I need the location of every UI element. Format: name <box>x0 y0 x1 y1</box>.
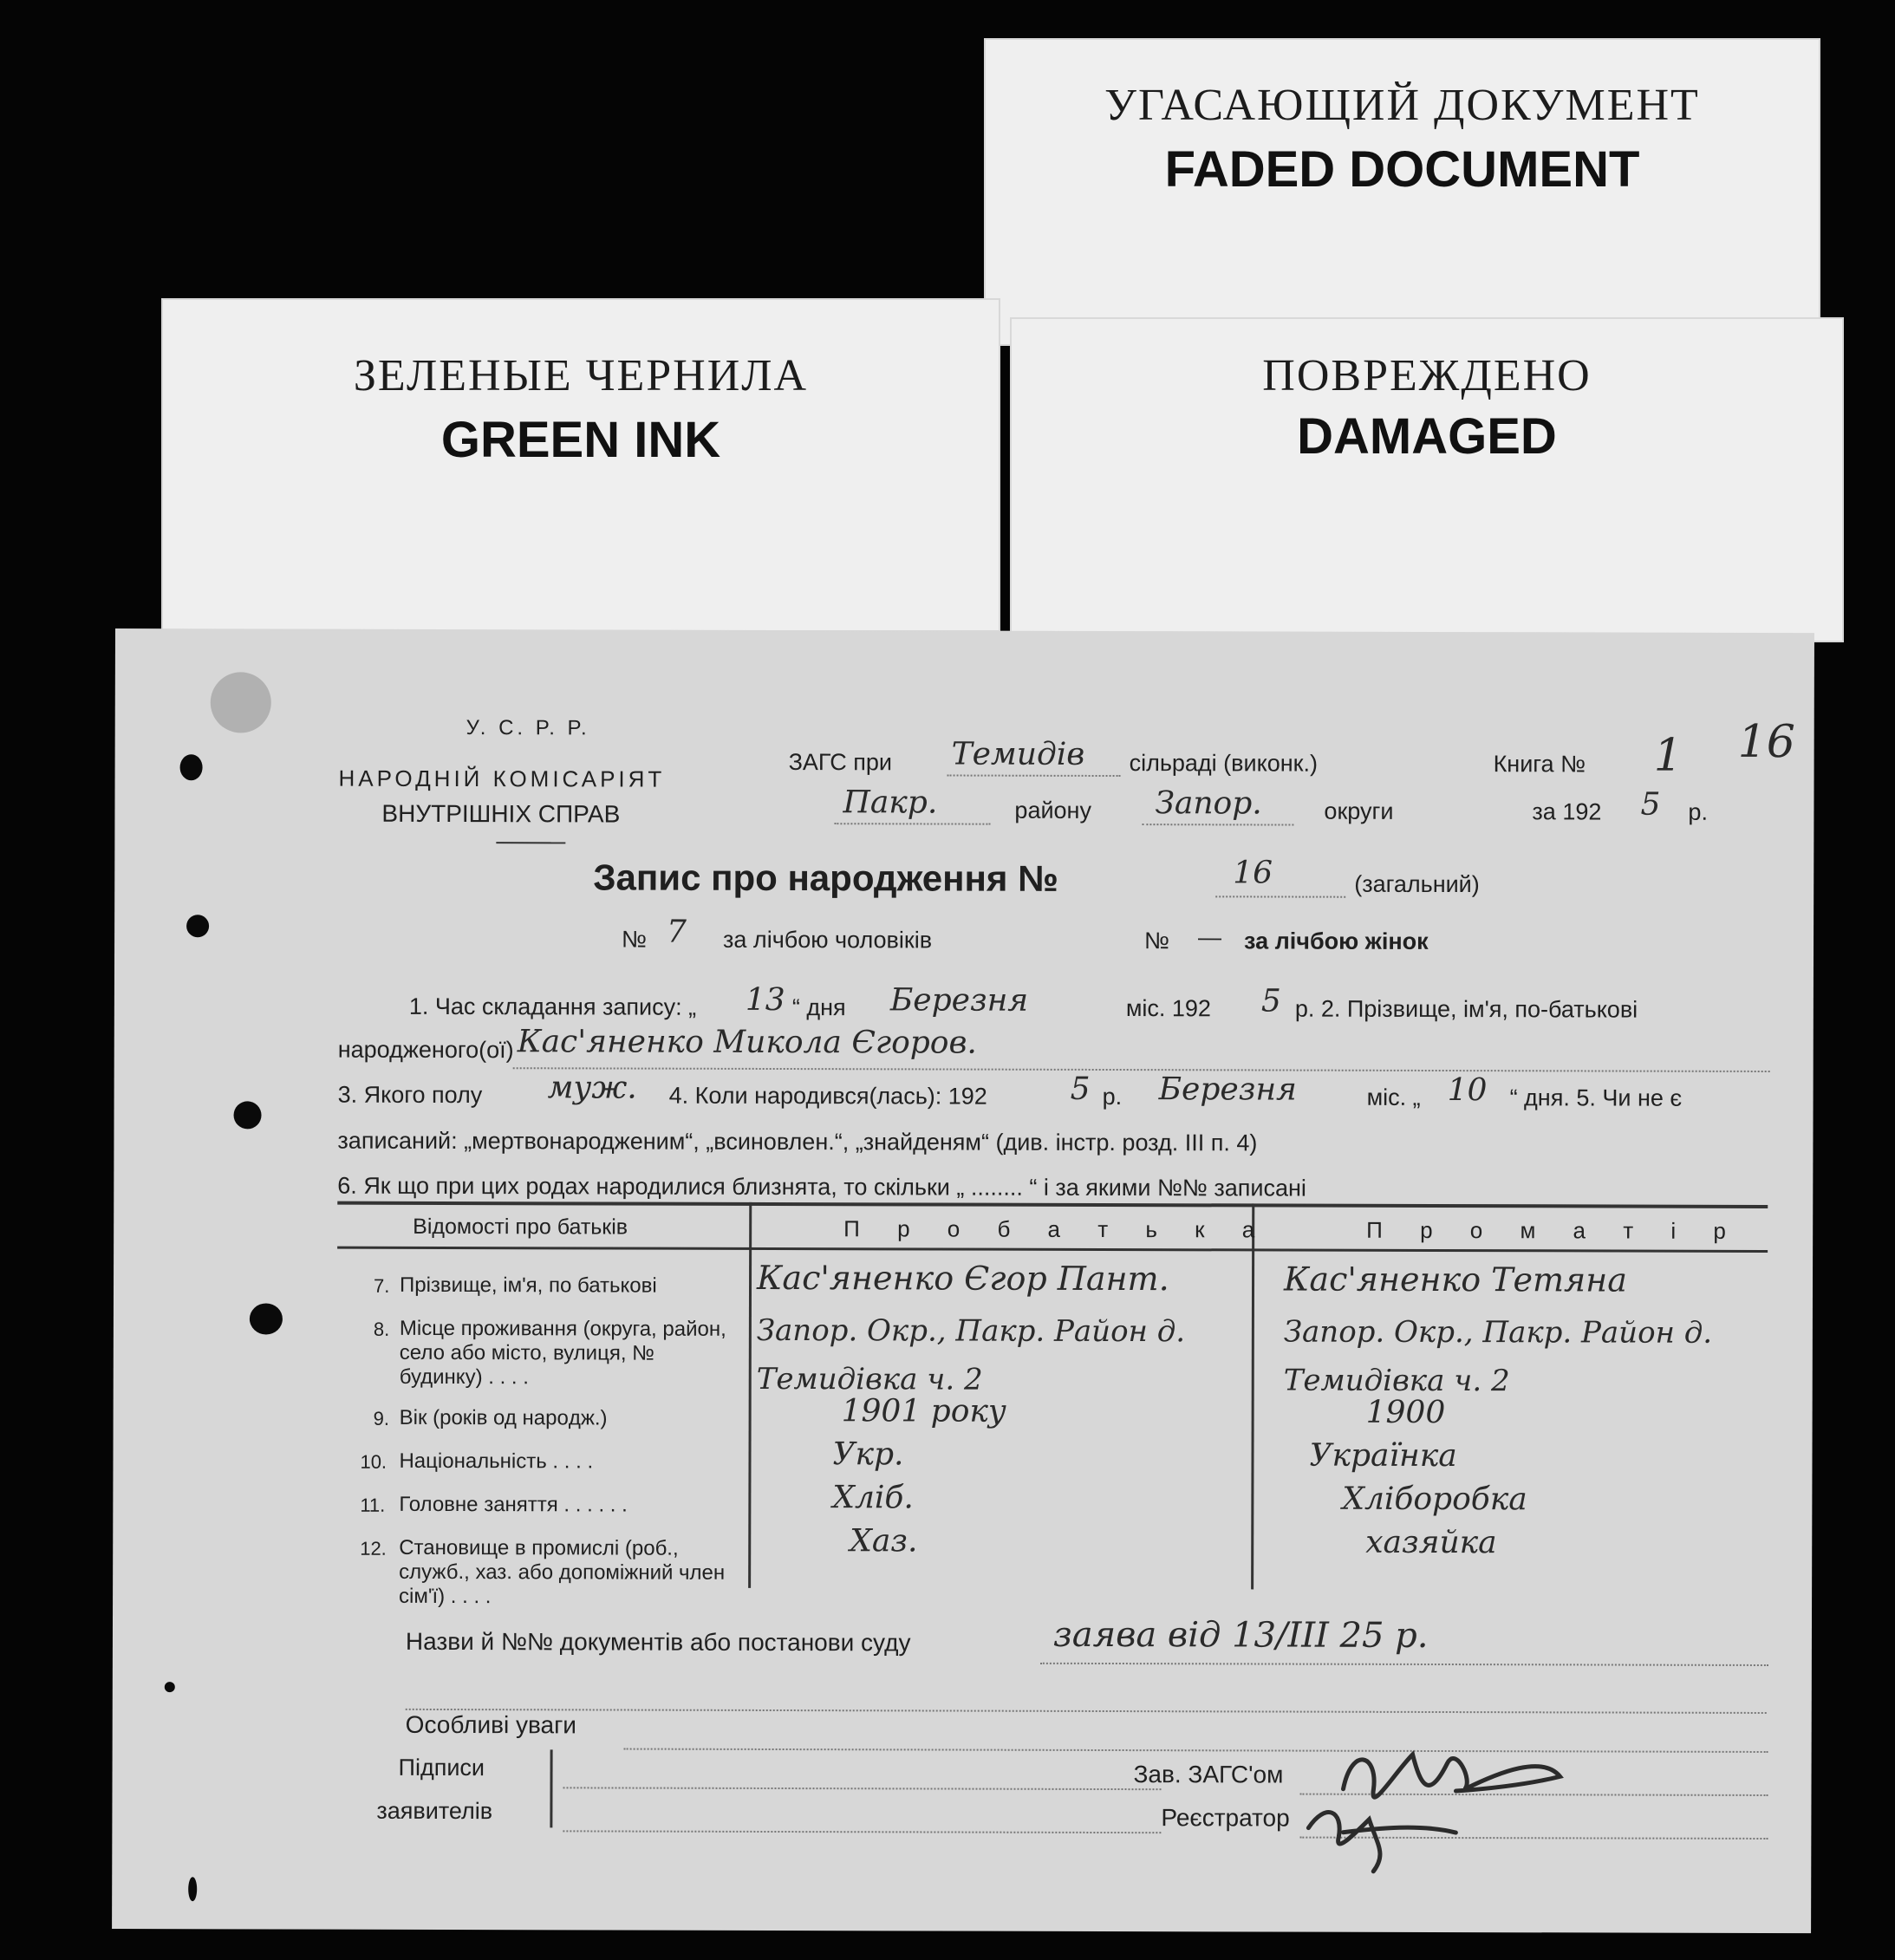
special-notes-label: Особливі уваги <box>405 1710 577 1739</box>
page-number: 16 <box>1737 715 1795 769</box>
okrug-value: Запор. <box>1155 785 1262 822</box>
row-number: 9. <box>373 1407 390 1429</box>
punch-hole <box>180 754 203 780</box>
district-value: Пакр. <box>843 785 938 821</box>
field-1-label-b: “ дня <box>791 994 846 1021</box>
field-1-month: Березня <box>889 982 1029 1019</box>
table-header-father: П р о б а т ь к а <box>843 1215 1271 1243</box>
registrar-label: Реєстратор <box>1161 1804 1290 1832</box>
field-3-label-e: “ дня. 5. Чи не є <box>1509 1084 1683 1111</box>
punch-hole <box>233 1101 261 1129</box>
fill-line <box>834 823 990 824</box>
field-1-label-c: міс. 192 <box>1125 995 1212 1022</box>
field-3-sex: муж. <box>547 1070 637 1106</box>
damaged-label-en: DAMAGED <box>1297 408 1557 465</box>
fill-line <box>624 1748 1768 1753</box>
punch-hole <box>250 1303 283 1334</box>
faded-label-en: FADED DOCUMENT <box>1164 141 1640 198</box>
fill-line <box>1215 895 1345 897</box>
okrug-label: округи <box>1324 798 1394 824</box>
signature-divider <box>550 1749 552 1827</box>
field-3-year: 5 <box>1070 1071 1091 1107</box>
father-name: Кас'яненко Єгор Пант. <box>756 1258 1169 1299</box>
year-value: 5 <box>1640 786 1661 823</box>
fill-line <box>1142 824 1293 825</box>
female-counter-value: — <box>1198 924 1222 951</box>
field-5-label: 6. Як що при цих родах народилися близнята, то скільки „ ........ “ і за якими №№ записані <box>337 1172 1306 1201</box>
birth-record-document <box>112 628 1814 1933</box>
green-ink-label-en: GREEN INK <box>440 412 721 468</box>
father-occupation: Хліб. <box>832 1480 914 1516</box>
row-label: Прізвище, ім'я, по батькові <box>399 1273 657 1298</box>
row-label: Головне заняття . . . . . . <box>399 1492 628 1517</box>
stain <box>211 672 271 733</box>
field-2-name: Кас'яненко Микола Єгоров. <box>517 1024 977 1061</box>
fill-line <box>406 1709 1767 1714</box>
book-label: Книга № <box>1493 751 1586 778</box>
green-ink-label-ru: ЗЕЛЕНЫЕ ЧЕРНИЛА <box>353 351 809 400</box>
row-number: 11. <box>360 1494 386 1516</box>
field-3-month: Березня <box>1158 1071 1297 1108</box>
row-number: 7. <box>373 1274 390 1297</box>
table-top-rule <box>337 1201 1768 1208</box>
female-counter-prefix: № <box>1144 928 1170 954</box>
fill-line <box>513 1067 1770 1072</box>
fill-line <box>1040 1663 1768 1666</box>
year-label: за 192 <box>1532 798 1602 825</box>
field-2-label: народженого(ої) <box>337 1036 514 1064</box>
mother-age: 1900 <box>1365 1394 1446 1431</box>
district-label: району <box>1014 797 1092 824</box>
row-number: 12. <box>360 1537 387 1560</box>
commissariat-line-1: НАРОДНІЙ КОМІСАРІЯТ <box>338 765 666 792</box>
male-counter-prefix: № <box>622 926 648 953</box>
year-suffix: р. <box>1688 798 1709 825</box>
head-zags-label: Зав. ЗАГС'ом <box>1133 1761 1284 1788</box>
signatures-label-1: Підписи <box>398 1754 485 1781</box>
record-general: (загальний) <box>1354 870 1480 898</box>
ussr-heading: У. С. Р. Р. <box>466 716 590 740</box>
field-3-label-b: 4. Коли народився(лась): 192 <box>668 1082 987 1110</box>
zags-value: Темидів <box>951 736 1085 772</box>
fill-line <box>948 775 1121 778</box>
field-1-day: 13 <box>745 981 785 1019</box>
commissariat-line-2: ВНУТРІШНІХ СПРАВ <box>381 799 621 828</box>
field-3-day: 10 <box>1447 1072 1488 1109</box>
registrar-signature <box>1291 1785 1464 1881</box>
mother-occupation: Хліборобка <box>1342 1481 1527 1518</box>
table-header-mother: П р о м а т і р <box>1366 1216 1742 1244</box>
field-3-label-d: міс. „ <box>1366 1084 1421 1110</box>
damaged-label-ru: ПОВРЕЖДЕНО <box>1262 351 1592 400</box>
signatures-label-2: заявителів <box>376 1797 493 1825</box>
mother-residence: Запор. Окр., Пакр. Район д. Темидівка ч. 2 <box>1283 1314 1713 1399</box>
faded-label-ru: УГАСАЮЩИЙ ДОКУМЕНТ <box>1104 81 1700 130</box>
field-1-label-d: р. 2. Прізвище, ім'я, по-батькові <box>1294 995 1638 1023</box>
male-counter-label: за лічбою чоловіків <box>723 926 933 954</box>
green-ink-card <box>161 298 1000 632</box>
table-header-rule <box>337 1247 1768 1253</box>
field-1-year: 5 <box>1260 983 1281 1019</box>
father-position: Хаз. <box>850 1523 918 1560</box>
zags-label: ЗАГС при <box>788 749 893 776</box>
female-counter-label: за лічбою жінок <box>1244 928 1429 954</box>
documents-label: Назви й №№ документів або постанови суду <box>405 1627 911 1657</box>
table-header-info: Відомості про батьків <box>413 1214 628 1240</box>
record-title: Запис про народження № <box>593 856 1059 899</box>
field-3-label-a: 3. Якого полу <box>337 1081 483 1109</box>
field-3-label-c: р. <box>1102 1083 1123 1110</box>
book-value: 1 <box>1653 729 1683 782</box>
village-council-label: сільраді (виконк.) <box>1129 750 1319 777</box>
father-nationality: Укр. <box>832 1436 904 1473</box>
punch-hole <box>186 915 209 937</box>
father-residence: Запор. Окр., Пакр. Район д. Темидівка ч. 2 <box>756 1312 1186 1397</box>
punch-hole <box>165 1682 175 1692</box>
mother-nationality: Українка <box>1309 1437 1457 1475</box>
row-label: Становище в промислі (роб., служб., хаз. або допоміжний член сім'ї) . . . . <box>399 1535 726 1609</box>
table-column-divider <box>1251 1203 1254 1589</box>
faded-document-card <box>984 38 1820 346</box>
father-age: 1901 року <box>841 1393 1006 1429</box>
fill-line <box>563 1830 1161 1833</box>
male-counter-value: 7 <box>667 914 687 950</box>
row-label: Місце проживання (округа, район, село або місто, вулиця, № будинку) . . . . <box>399 1316 726 1390</box>
damaged-card <box>1010 317 1844 642</box>
row-number: 10. <box>360 1450 387 1473</box>
field-4-label: записаний: „мертвонародженим“, „всиновлен.“, „знайденям“ (див. інстр. розд. III п. 4) <box>337 1127 1258 1156</box>
field-1-label-a: 1. Час складання запису: „ <box>408 993 697 1020</box>
divider <box>496 842 565 843</box>
row-number: 8. <box>373 1318 390 1340</box>
record-number: 16 <box>1233 855 1273 891</box>
punch-hole <box>188 1877 197 1901</box>
mother-position: хазяйка <box>1365 1524 1497 1561</box>
row-label: Національність . . . . <box>399 1449 594 1474</box>
row-label: Вік (років од нарoдж.) <box>399 1405 608 1430</box>
fill-line <box>563 1787 1161 1790</box>
documents-value: заява від 13/III 25 р. <box>1052 1614 1429 1656</box>
mother-name: Кас'яненко Тетяна <box>1283 1260 1627 1299</box>
table-column-divider <box>748 1202 752 1588</box>
